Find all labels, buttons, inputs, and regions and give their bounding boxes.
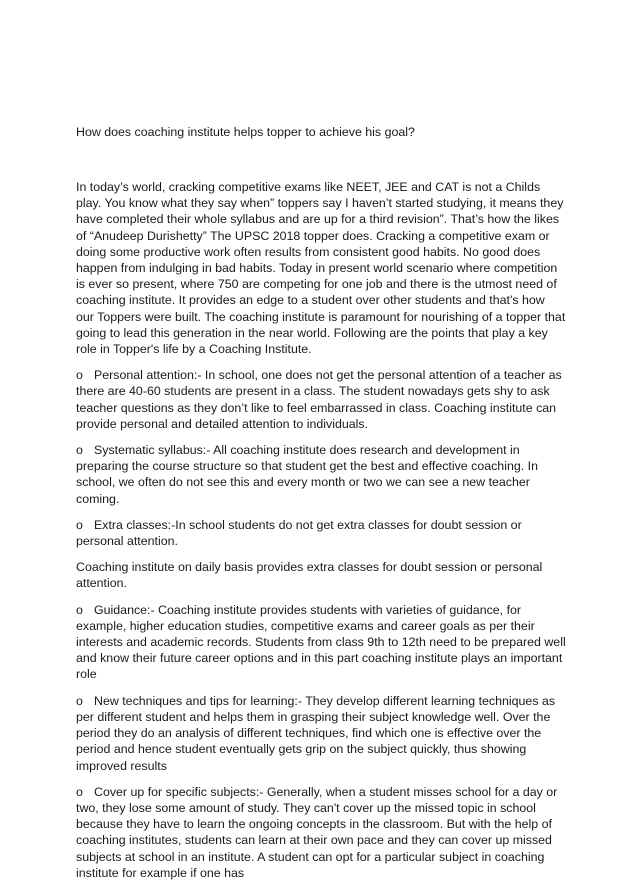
document-title: How does coaching institute helps topper to achieve his goal?: [76, 125, 415, 139]
point-personal-attention: [76, 367, 566, 432]
point-new-techniques: [76, 693, 566, 774]
point-extra-classes: [76, 517, 566, 549]
bullet-marker: o: [76, 517, 83, 532]
bullet-marker: o: [76, 443, 83, 458]
point-text: Cover up for specific subjects:- Generally, when a student misses school for a day or two, they lose some amount of study. They can't cover up the missed topic in school because they have to learn the ongoing concepts in the classroom. But with the help of coaching institutes, students can learn at their own pace and they can cover up missed subjects at school in an institute. A student can opt for a particular subject in coaching institute for example if one has: [76, 784, 558, 880]
bullet-marker: o: [76, 368, 83, 383]
point-cover-up: [76, 784, 566, 881]
point-text: Personal attention:- In school, one does not get the personal attention of a teacher as there are 40-60 students are present in a class. The student nowadays gets shy to ask teacher questions as they don’t like to feel embarrassed in class. Coaching institute can provide personal and detailed attention to individuals.: [76, 368, 562, 431]
point-text: New techniques and tips for learning:- They develop different learning techniques as per different student and helps them in grasping their subject knowledge well. Over the period they do an analysis of different techniques, find which one is effective over the period and hence student eventually gets grip on the subject quickly, thus showing improved results: [76, 693, 556, 773]
bullet-marker: o: [76, 602, 83, 617]
bullet-marker: o: [76, 693, 83, 708]
point-text: Extra classes:-In school students do not get extra classes for doubt session or personal attention.: [76, 517, 522, 549]
document-body: [76, 179, 566, 891]
point-text: Systematic syllabus:- All coaching institute does research and development in preparing the course structure so that student get the best and effective coaching. In school, we often do not see this and every month or two we can see a new teacher coming.: [76, 443, 538, 506]
bullet-marker: o: [76, 784, 83, 799]
intro-paragraph: In today’s world, cracking competitive exams like NEET, JEE and CAT is not a Childs play. You know what they say when” toppers say I haven’t started studying, it means they have completed their whole syllabus and are up for a third revision”. That’s how the likes of “Anudeep Durishetty” The UPSC 2018 topper does. Cracking a competitive exam or doing some productive work often results from consistent good habits. No good does happen from indulging in bad habits. Today in present world scenario where competition is ever so present, where 750 are competing for one job and there is the utmost need of coaching institute. It provides an edge to a student over other students and that's how our Toppers were built. The coaching institute is paramount for nourishing of a topper that going to lead this generation in the near world. Following are the points that play a key role in Topper's life by a Coaching Institute.: [76, 180, 566, 357]
point-systematic-syllabus: [76, 442, 566, 507]
point-text: Guidance:- Coaching institute provides students with varieties of guidance, for example, higher education studies, competitive exams and career goals as per their interests and academic records. Students from class 9th to 12th need to be prepared well and know their future career options and in this part coaching institute plays an important role: [76, 602, 566, 682]
point-guidance: [76, 602, 566, 683]
extra-classes-note: Coaching institute on daily basis provides extra classes for doubt session or personal attention.: [76, 560, 543, 591]
